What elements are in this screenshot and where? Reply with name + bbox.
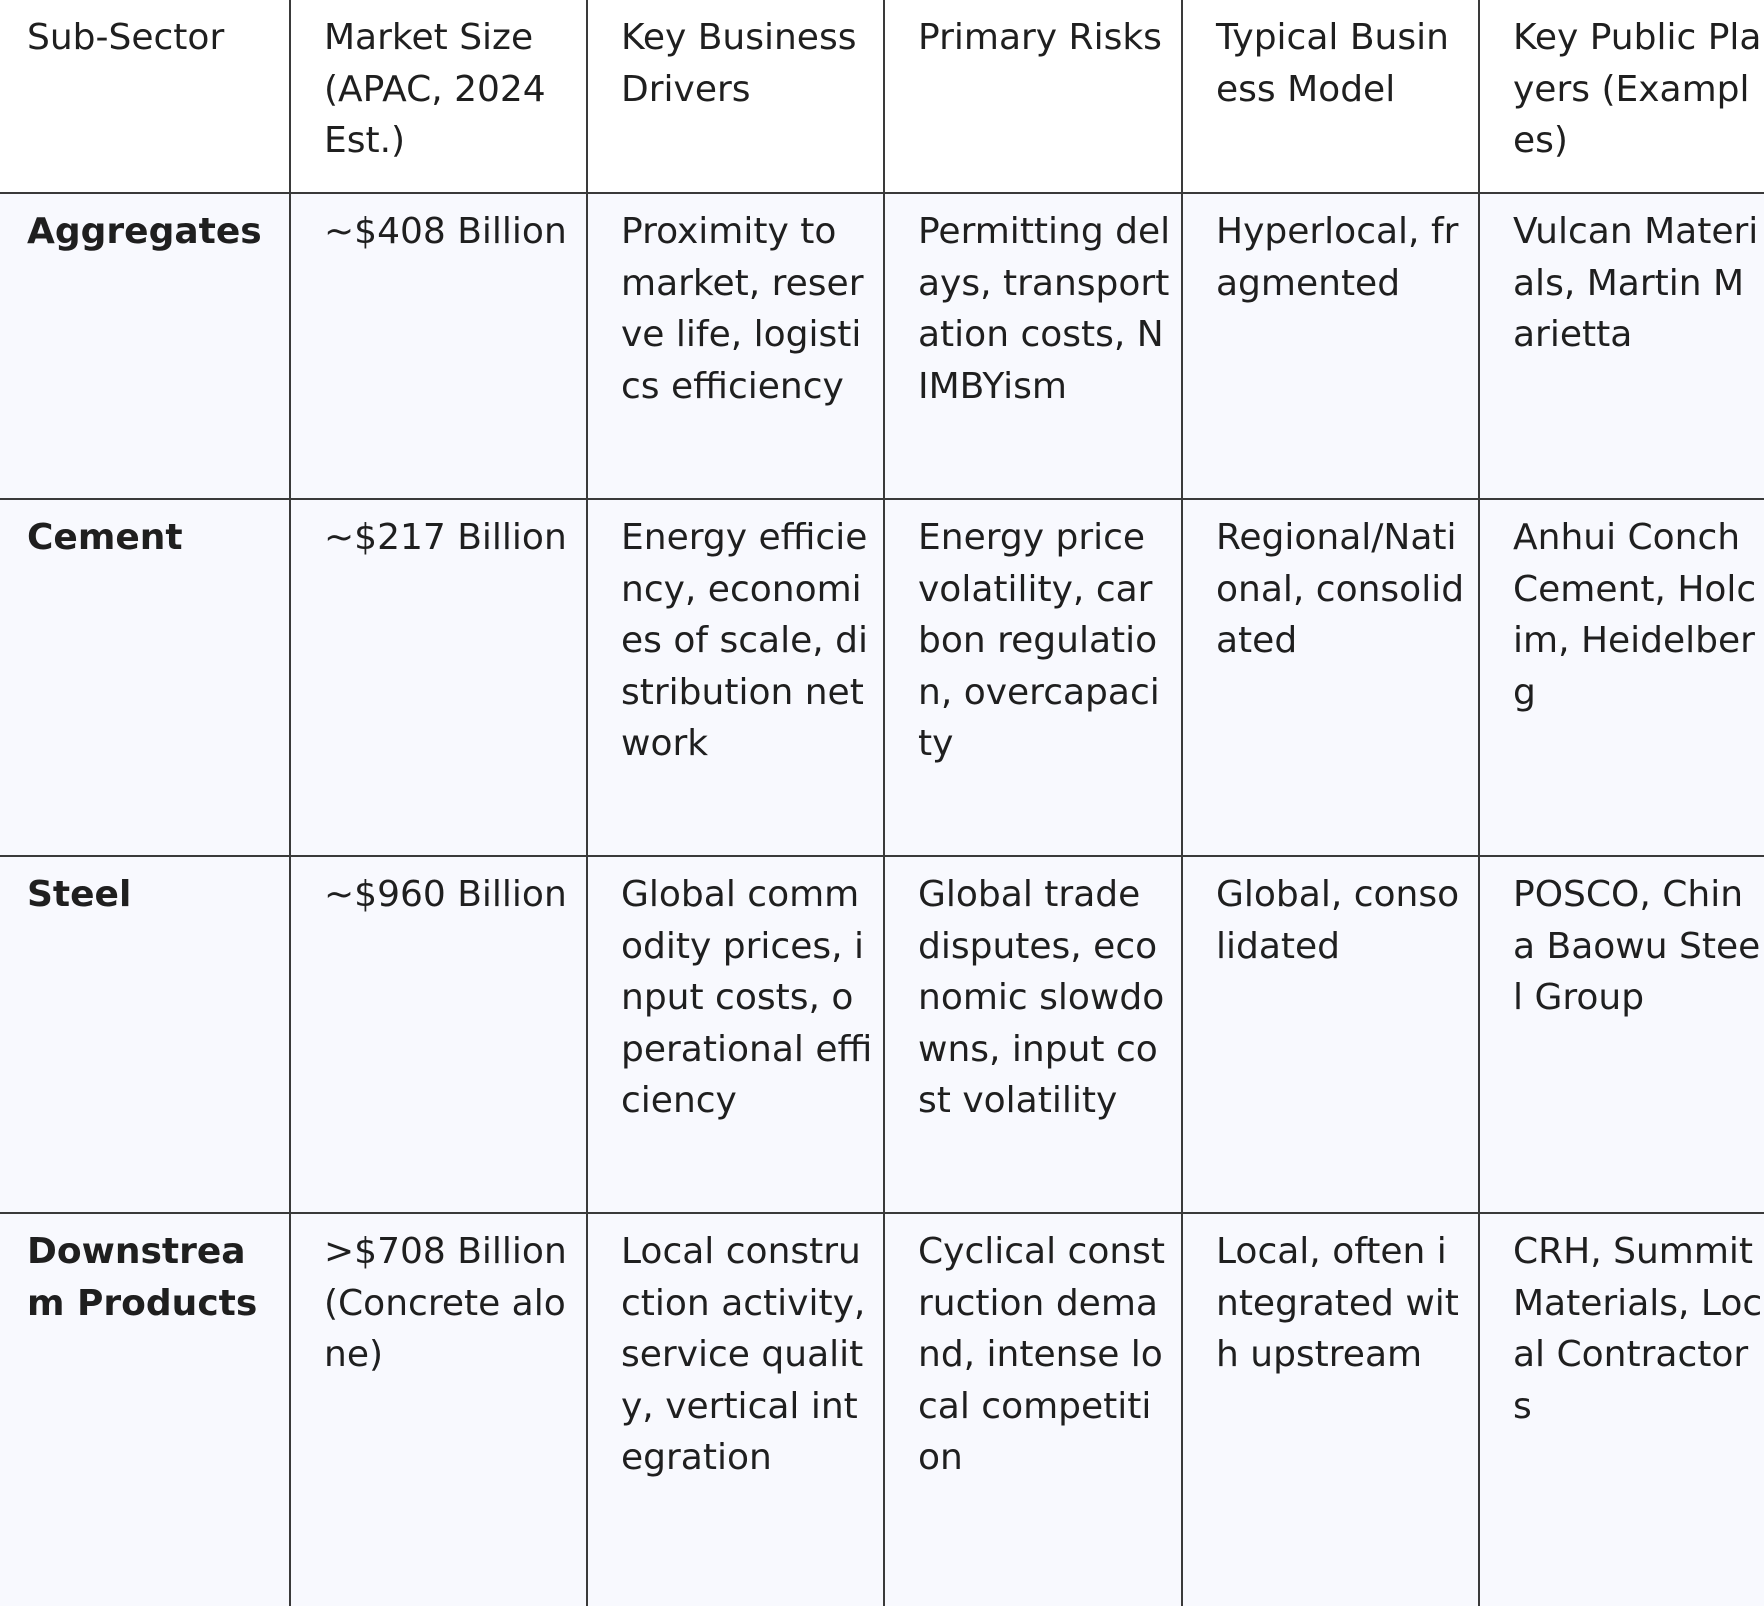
table-row: [0, 1213, 1764, 1606]
cell-market-size: ~$408 Billion: [290, 193, 587, 499]
cell-sub-sector: Cement: [0, 499, 290, 856]
header-key-business-drivers: Key Business Drivers: [587, 0, 884, 193]
header-typical-business-model: Typical Business Model: [1182, 0, 1479, 193]
cell-typical-business-model: Global, consolidated: [1182, 856, 1479, 1213]
cell-typical-business-model: Regional/National, consolidated: [1182, 499, 1479, 856]
cell-market-size: ~$217 Billion: [290, 499, 587, 856]
table-row: [0, 856, 1764, 1213]
table-row: [0, 193, 1764, 499]
header-market-size: Market Size (APAC, 2024 Est.): [290, 0, 587, 193]
cell-typical-business-model: Local, often integrated with upstream: [1182, 1213, 1479, 1606]
cell-key-business-drivers: Global commodity prices, input costs, operational efficiency: [587, 856, 884, 1213]
cell-key-business-drivers: Energy efficiency, economies of scale, distribution network: [587, 499, 884, 856]
header-key-public-players: Key Public Players (Examples): [1479, 0, 1764, 193]
table-row: [0, 499, 1764, 856]
cell-sub-sector: Downstream Products: [0, 1213, 290, 1606]
cell-sub-sector: Steel: [0, 856, 290, 1213]
header-primary-risks: Primary Risks: [884, 0, 1182, 193]
cell-key-public-players: Anhui Conch Cement, Holcim, Heidelberg: [1479, 499, 1764, 856]
cell-key-business-drivers: Local construction activity, service quality, vertical integration: [587, 1213, 884, 1606]
cell-market-size: >$708 Billion (Concrete alone): [290, 1213, 587, 1606]
cell-typical-business-model: Hyperlocal, fragmented: [1182, 193, 1479, 499]
cell-primary-risks: Permitting delays, transportation costs, NIMBYism: [884, 193, 1182, 499]
cell-primary-risks: Cyclical construction demand, intense local competition: [884, 1213, 1182, 1606]
cell-key-public-players: CRH, Summit Materials, Local Contractors: [1479, 1213, 1764, 1606]
cell-key-business-drivers: Proximity to market, reserve life, logistics efficiency: [587, 193, 884, 499]
table-header-row: [0, 0, 1764, 193]
cell-primary-risks: Global trade disputes, economic slowdowns, input cost volatility: [884, 856, 1182, 1213]
cell-market-size: ~$960 Billion: [290, 856, 587, 1213]
header-sub-sector: Sub-Sector: [0, 0, 290, 193]
cell-primary-risks: Energy price volatility, carbon regulation, overcapacity: [884, 499, 1182, 856]
cell-sub-sector: Aggregates: [0, 193, 290, 499]
cell-key-public-players: Vulcan Materials, Martin Marietta: [1479, 193, 1764, 499]
cell-key-public-players: POSCO, China Baowu Steel Group: [1479, 856, 1764, 1213]
